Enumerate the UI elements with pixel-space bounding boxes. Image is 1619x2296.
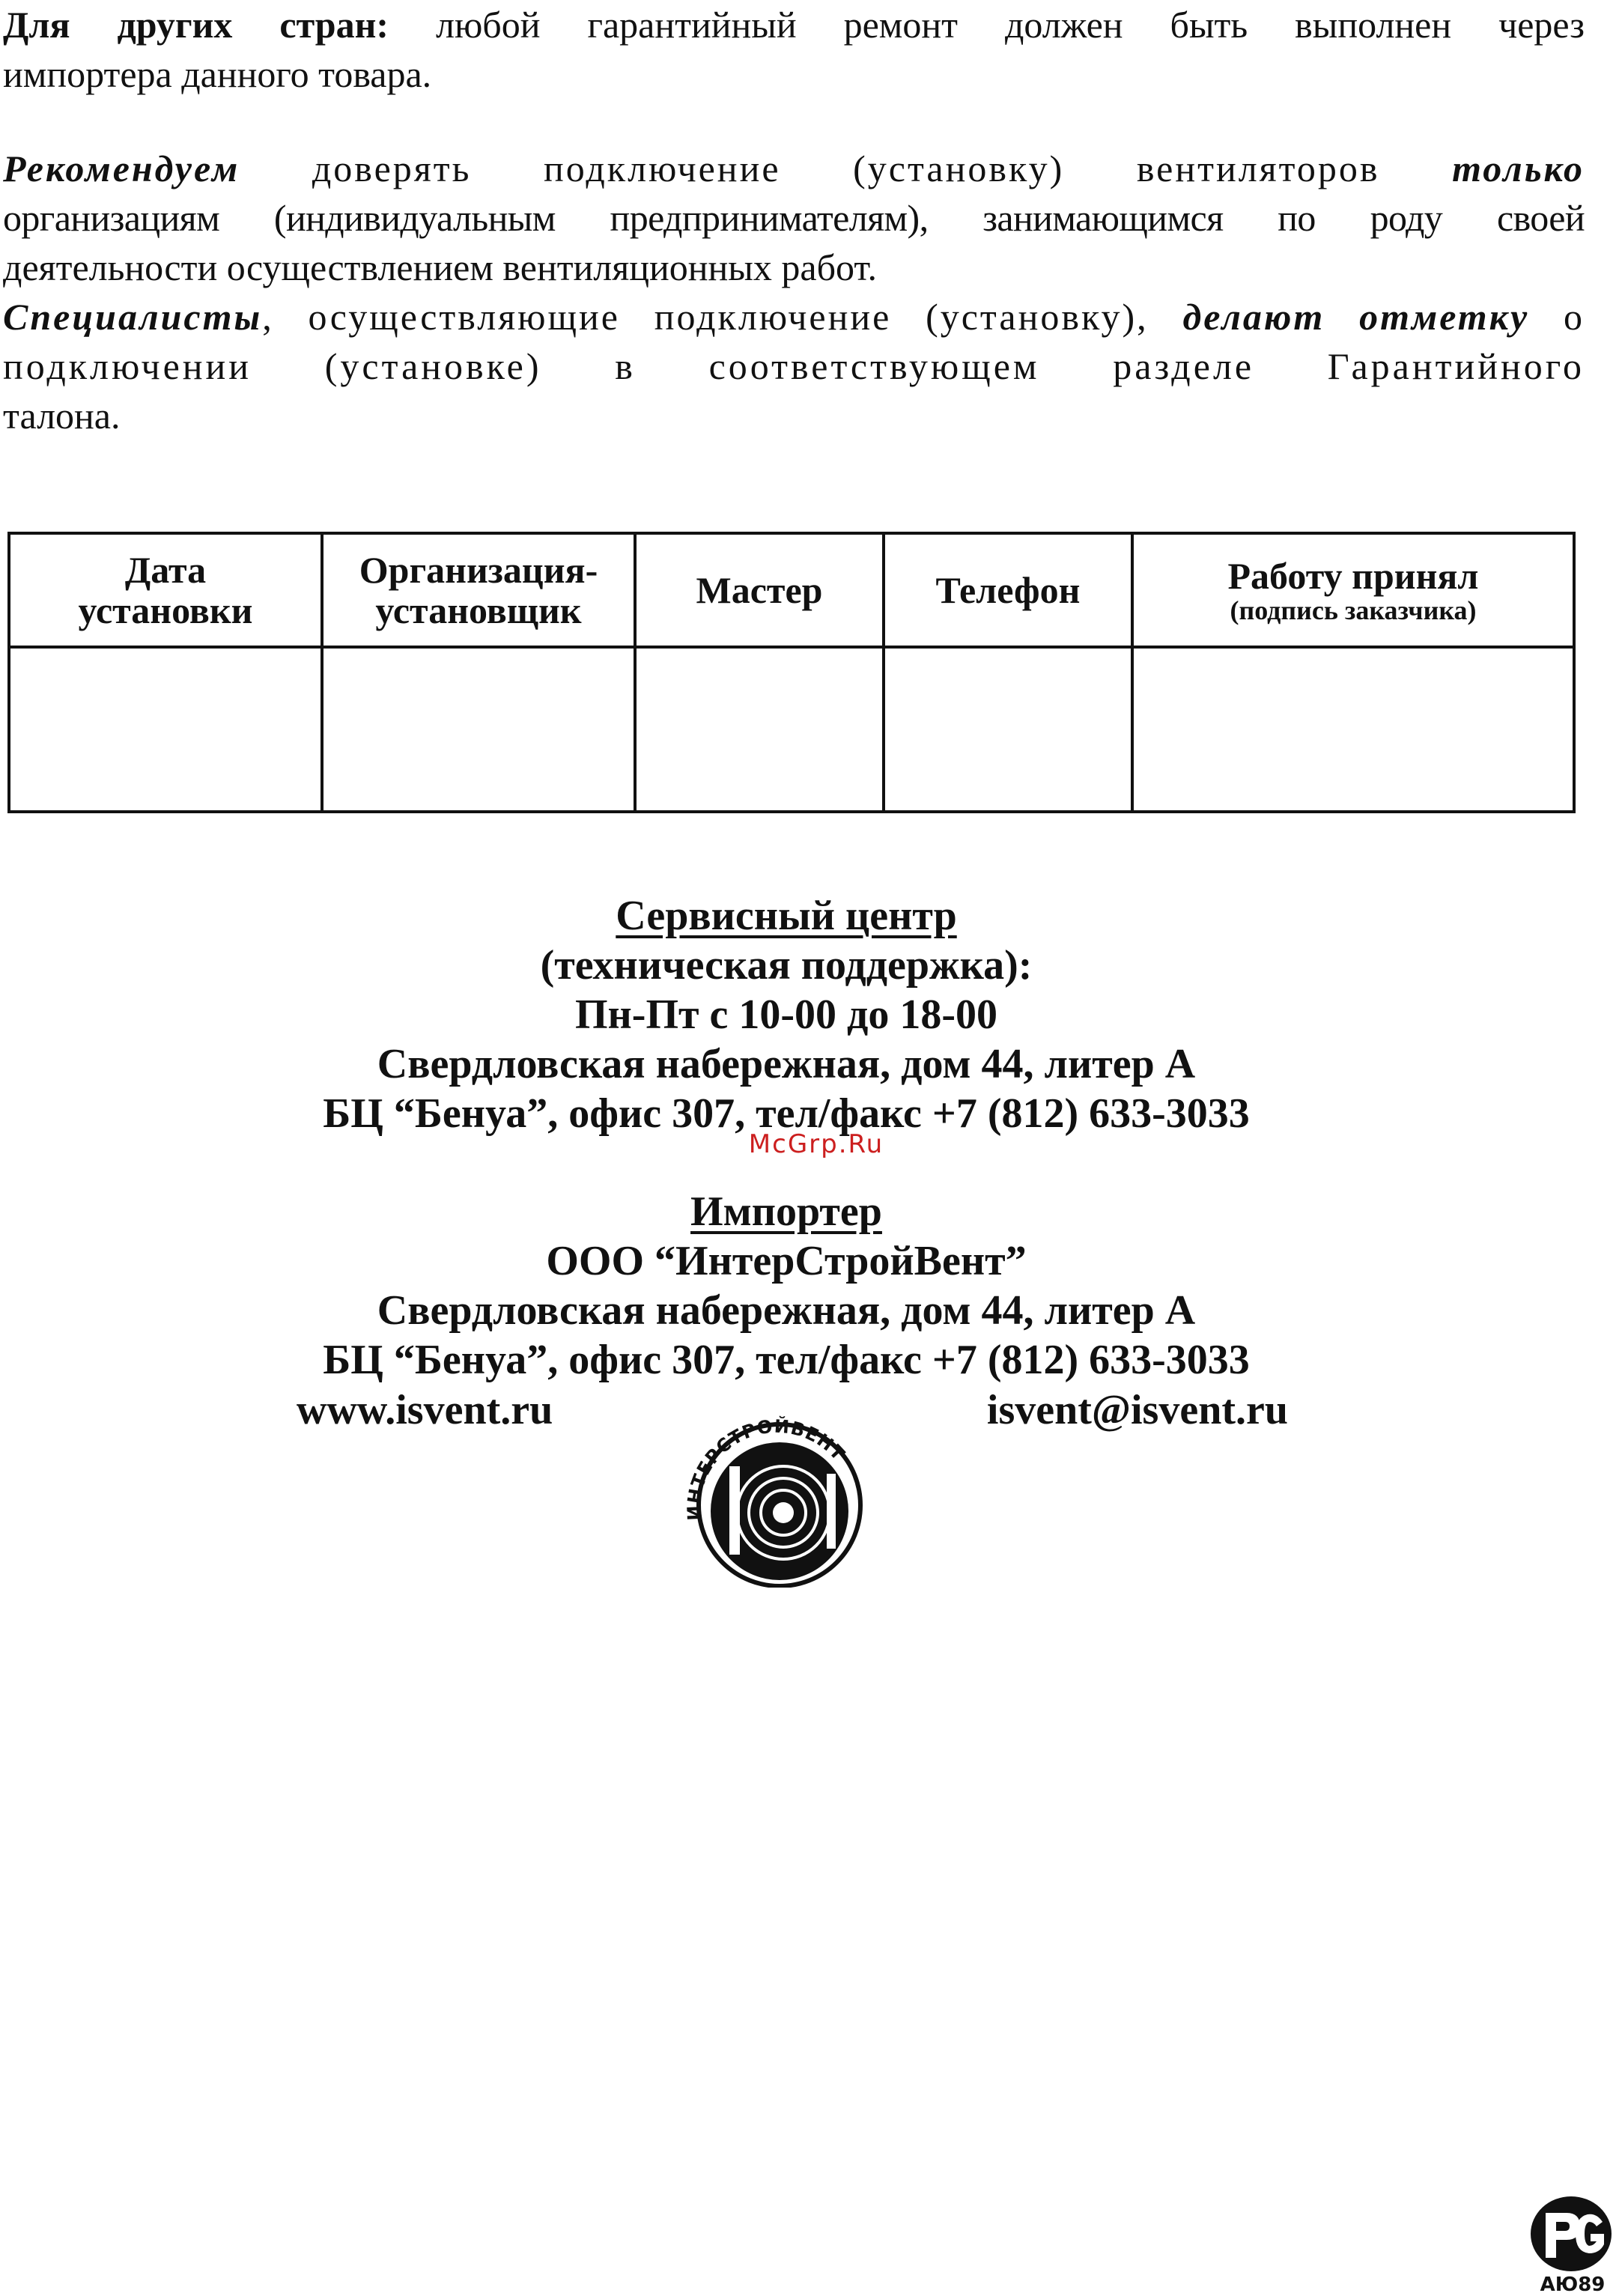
importer-office: БЦ “Бенуа”, офис 307, тел/факс +7 (812) 633-3033 [323,1337,1250,1383]
notice-other-countries [3,0,1585,99]
service-center-title: Сервисный центр [616,893,957,939]
table-cell-master[interactable] [637,649,885,810]
table-cell-date[interactable] [10,649,324,810]
intersstroyvent-logo-icon [678,1408,873,1588]
specialists-text-2: подключении (установке) в соответствующем разделе Гарантийного [3,345,1585,387]
table-header-master [637,535,885,649]
installation-table [7,532,1576,813]
notice-text: любой гарантийный ремонт должен быть выполнен через [436,4,1585,46]
service-center-hours: Пн-Пт с 10-00 до 18-00 [574,991,998,1038]
website-link[interactable]: www.isvent.ru [297,1387,553,1433]
service-center-office: БЦ “Бенуа”, офис 307, тел/факс +7 (812) 633-3033 [323,1090,1250,1137]
email-link[interactable]: isvent@isvent.ru [986,1387,1288,1433]
logo-arc-text: ИНТЕРСТРОЙВЕНТ [683,1415,849,1522]
importer-block [0,1187,1573,1385]
table-header-date [10,535,324,649]
recommendation-lead: Рекомендуем [3,148,240,189]
watermark: McGrp.Ru [748,1129,884,1159]
recommendation-text: доверять подключение (установку) вентиляторов [312,148,1380,189]
recommendation-text-2: организациям (индивидуальным предпринимателям), занимающимся по роду своей [3,197,1585,239]
notice-lead: Для других стран: [3,4,389,46]
specialists-paragraph [3,292,1585,440]
specialists-text: , осуществляющие подключение (установку), [262,296,1149,338]
table-cell-organization[interactable] [324,649,637,810]
table-header-phone [885,535,1134,649]
rst-certification-icon [1528,2190,1619,2296]
notice-text-cont: импортера данного товара. [3,53,432,95]
table-header-organization [324,535,637,649]
header-date-line2: установки [78,589,253,631]
pct-code: АЮ89 [1540,2274,1606,2296]
header-accepted: Работу принял [1227,555,1479,597]
importer-company: ООО “ИнтерСтройВент” [546,1238,1027,1284]
header-org-line1: Организация- [359,549,598,591]
table-cell-phone[interactable] [885,649,1134,810]
recommendation-text-3: деятельности осуществлением вентиляционных работ. [3,246,877,288]
header-accepted-sub: (подпись заказчика) [1230,595,1477,625]
importer-title: Импортер [690,1188,882,1235]
header-date-line1: Дата [124,549,207,591]
service-center-address: Свердловская набережная, дом 44, литер А [377,1041,1196,1087]
recommendation-paragraph [3,144,1585,292]
service-center-block [0,891,1573,1138]
specialists-lead: Специалисты [3,296,263,338]
table-header-accepted [1134,535,1573,649]
table-cell-signature[interactable] [1134,649,1573,810]
specialists-text-3: талона. [3,395,121,437]
specialists-emphasis: делают отметку [1182,296,1530,338]
specialists-text-end: о [1564,296,1585,338]
header-org-line2: установщик [375,589,582,631]
header-master: Мастер [696,569,823,611]
importer-address: Свердловская набережная, дом 44, литер А [377,1287,1196,1334]
header-phone: Телефон [935,569,1081,611]
service-center-subtitle: (техническая поддержка): [540,942,1033,988]
recommendation-emphasis: только [1452,148,1585,189]
